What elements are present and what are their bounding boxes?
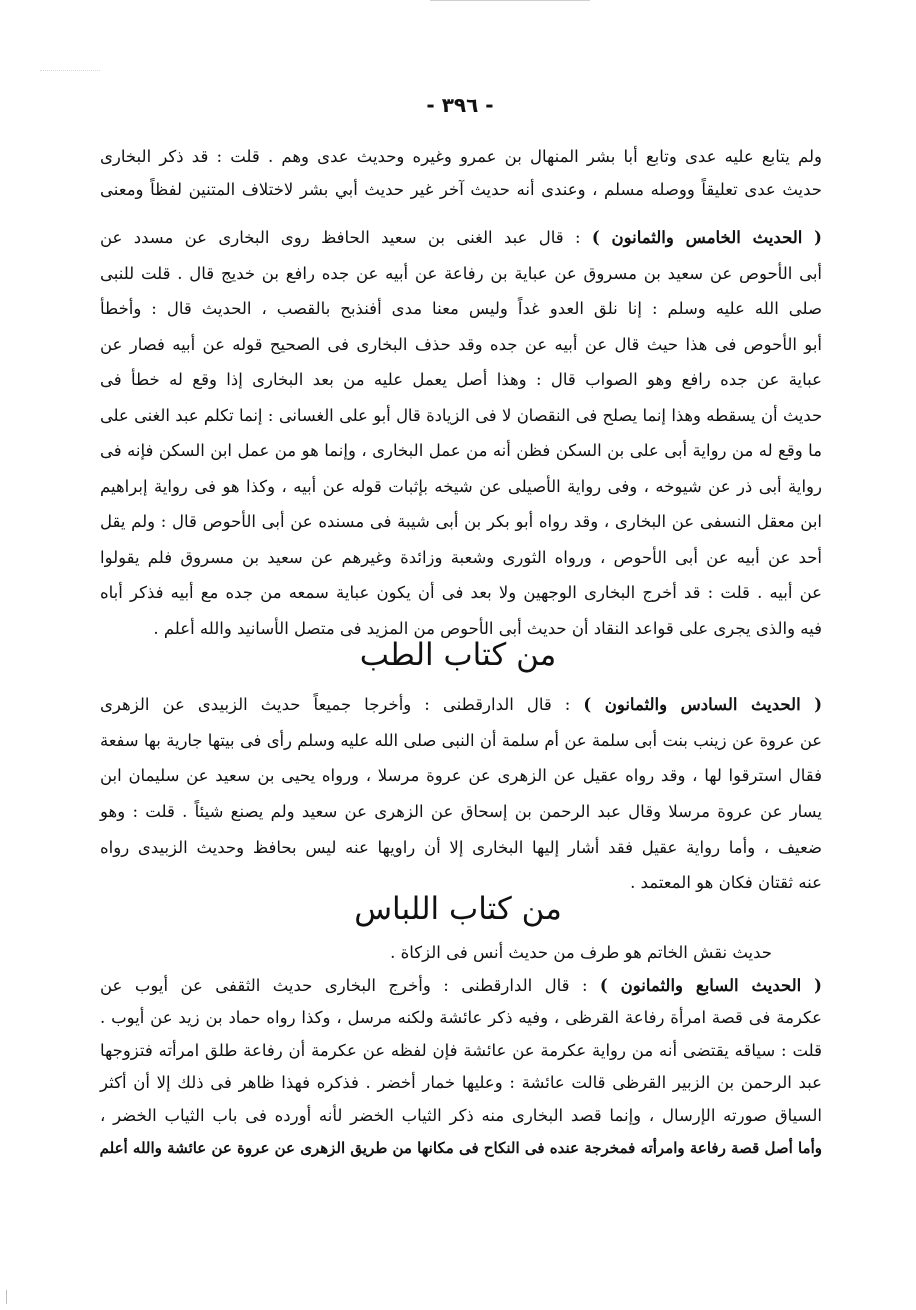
text-line: عبد الرحمن بن الزبير القرظى قالت عائشة : وعليها خمار أخضر . فذكره فهذا ظاهر فى ذلك إلا أن أكثر bbox=[100, 1073, 822, 1092]
text-line: وأما أصل قصة رفاعة وامرأته فمخرجة عنده فى النكاح فى مكانها من طريق الزهرى عن عروة عن عائشة والله أعلم bbox=[99, 1139, 822, 1157]
text-line bbox=[100, 970, 822, 1003]
text-line: السياق صورته الإرسال ، وإنما قصد البخارى منه ذكر الثياب الخضر لأنه أورده فى باب الثياب الخضر ، bbox=[100, 1105, 822, 1125]
paragraph-hadith-85 bbox=[100, 220, 822, 646]
text-line: ما وقع له من رواية أبى على بن السكن فظن أنه من عمل البخارى ، وإنما هو من عمل ابن السكن فإنه فى bbox=[100, 441, 822, 460]
text-line: أبو الأحوص فى هذا حيث قال عن أبيه عن جده وقد حذف البخارى فى الصحيح قوله عن أبيه فصار عن bbox=[100, 334, 822, 354]
text-line: أبى الأحوص عن سعيد بن مسروق عن عباية بن رفاعة عن أبيه عن جده رافع بن خديج قال . قلت للنبى bbox=[100, 263, 822, 283]
text-line: قلت : سياقه يقتضى أنه من رواية عكرمة عن عائشة فإن لفظه عن عكرمة أن رفاعة طلق امرأته فتزوجها bbox=[100, 1040, 822, 1060]
scan-edge-mark bbox=[6, 1290, 7, 1304]
text-line: عن أبيه . قلت : قد أخرج البخارى الوجهين ولا بعد فى أن يكون عباية سمعه من جده مع أبيه فذكر أباه bbox=[100, 583, 822, 602]
text-line: ابن معقل النسفى عن البخارى ، وقد رواه أبو بكر بن أبى شيبة فى مسنده عن أبى الأحوص قال : ولم يقل bbox=[100, 512, 822, 531]
text-fragment: : قال الدارقطنى : وأخرجا جميعاً حديث الزبيدى عن الزهرى bbox=[100, 695, 584, 714]
text-line: عنه ثقتان فكان هو المعتمد . bbox=[630, 873, 822, 893]
text-line: فيه والذى يجرى على قواعد النقاد أن حديث أبى الأحوص من المزيد فى متصل الأسانيد والله أعلم . bbox=[153, 618, 822, 638]
text-line: رواية أبى ذر عن شيوخه ، وفى رواية الأصيلى عن شيخه بإثبات قوله عن أبيه ، وكذا هو فى رواية إبراهيم bbox=[100, 476, 822, 496]
text-line: فقال استرقوا لها ، وقد رواه عقيل عن الزهرى عن عروة مرسلا ، ورواه يحيى بن سعيد عن سليمان ابن bbox=[100, 766, 822, 786]
section-heading-medicine: من كتاب الطب bbox=[359, 637, 557, 673]
hadith-heading: ( الحديث السادس والثمانون ) bbox=[583, 695, 822, 714]
text-line: حديث عدى تعليقاً ووصله مسلم ، وعندى أنه حديث آخر غير حديث أبي بشر لاختلاف المتنين لفظاً ومعنى bbox=[100, 180, 822, 199]
text-fragment: : قال الدارقطنى : وأخرج البخارى حديث الثقفى عن أيوب عن bbox=[100, 975, 600, 995]
hadith-heading: ( الحديث الخامس والثمانون ) bbox=[591, 228, 822, 247]
text-line: عباية عن جده رافع وهو الصواب قال : وهذا أصل يعمل عليه من بعد البخارى إذا وقع له خطأ فى bbox=[100, 370, 822, 389]
text-line bbox=[100, 220, 822, 256]
text-line: عكرمة فى قصة امرأة رفاعة القرظى ، وفيه ذكر عائشة ولكنه مرسل ، وكذا رواه حماد بن زيد عن أيوب . bbox=[100, 1008, 822, 1027]
text-line: ضعيف ، وأما رواية عقيل فقد أشار إليها البخارى إلا أن راويها عنه ليس بحافظ وحديث الزبيدى رواه bbox=[100, 837, 822, 857]
text-line: صلى الله عليه وسلم : إنا نلق العدو غداً وليس معنا مدى أفنذبح بالقصب ، الحديث قال : وأخطأ bbox=[100, 299, 822, 318]
text-line: يسار عن عروة مرسلا وقال عبد الرحمن بن إسحاق عن الزهرى عن سعيد ولم يصنع شيئاً . قلت : وهو bbox=[100, 802, 822, 822]
hadith-heading: ( الحديث السابع والثمانون ) bbox=[599, 975, 822, 995]
text-line: عن عروة عن زينب بنت أبى سلمة عن أم سلمة أن النبى صلى الله عليه وسلم رأى فى بيتها جارية بها سفعة bbox=[100, 730, 822, 750]
paragraph-hadith-87 bbox=[100, 937, 822, 1165]
text-line: حديث أن يسقطه وهذا إنما يصلح فى النقصان لا فى الزيادة قال أبو على الغسانى : إنما تكلم عبد الغنى على bbox=[100, 405, 822, 425]
text-line: أحد عن أبيه عن أبى الأحوص ، ورواه الثورى وشعبة وزائدة وغيرهم عن سعيد بن مسروق فلم يقولوا bbox=[100, 547, 822, 567]
paragraph-continuation bbox=[100, 140, 822, 206]
text-line-intro: حديث نقش الخاتم هو طرف من حديث أنس فى الزكاة . bbox=[390, 943, 772, 962]
scan-noise bbox=[40, 70, 100, 72]
text-line: ولم يتابع عليه عدى وتابع أبا بشر المنهال بن عمرو وغيره وحديث عدى وهم . قلت : قد ذكر البخارى bbox=[100, 147, 822, 166]
section-heading-clothing: من كتاب اللباس bbox=[354, 891, 562, 927]
paragraph-hadith-86 bbox=[100, 687, 822, 901]
text-line bbox=[100, 687, 822, 723]
page-number: - ٣٩٦ - bbox=[426, 93, 494, 117]
scan-edge-mark bbox=[430, 0, 590, 1]
text-fragment: : قال عبد الغنى بن سعيد الحافظ روى البخارى عن مسدد عن bbox=[100, 228, 592, 247]
